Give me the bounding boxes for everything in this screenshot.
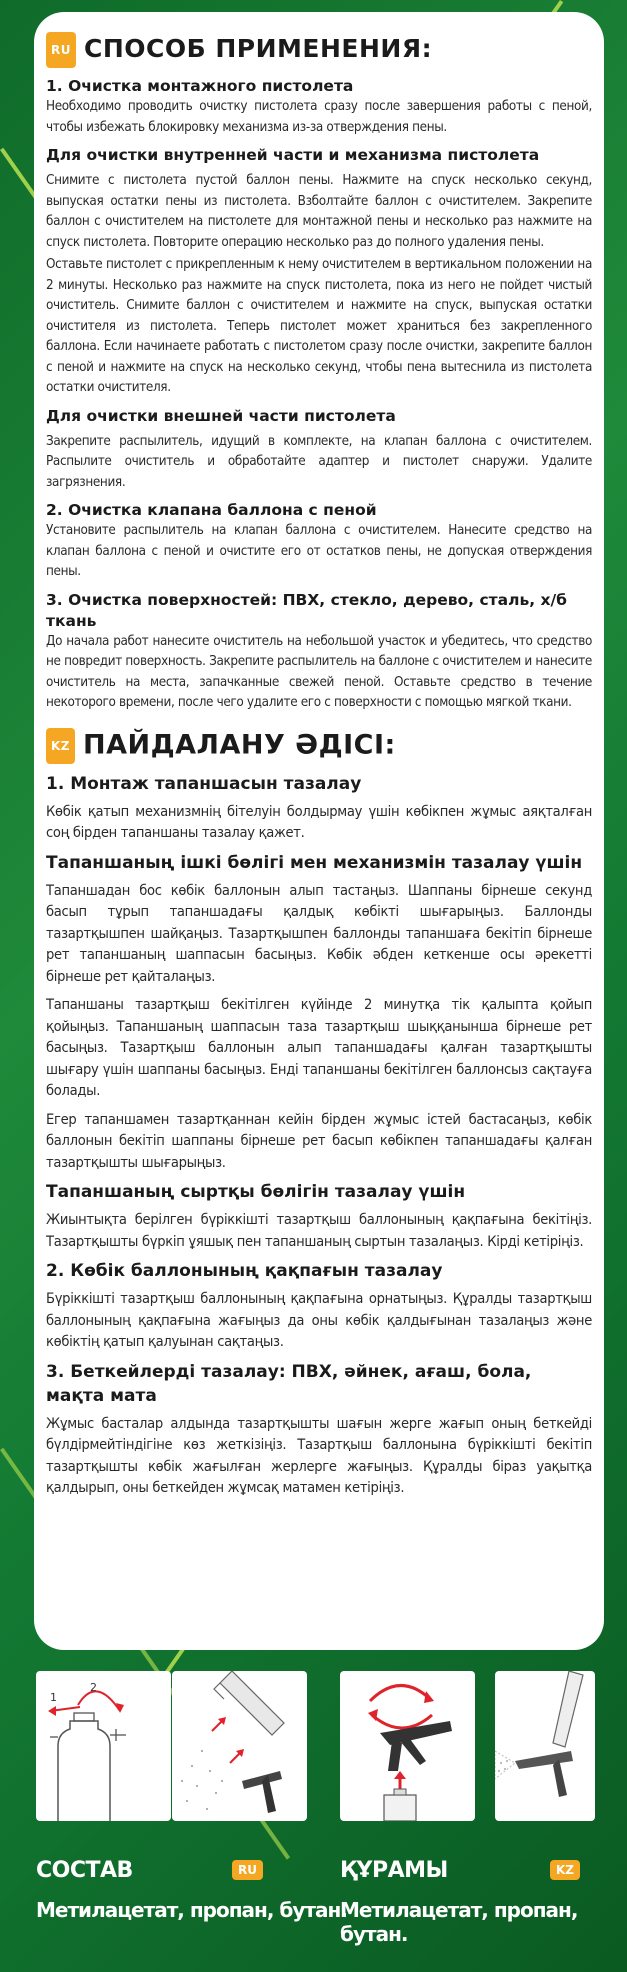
ru-s1-p1: Необходимо проводить очистку пистолета сразу после завершения работы с пеной, чтобы избежать блокировку механизма из-за отверждения пены. <box>46 99 592 135</box>
ru-s1-p2: Снимите с пистолета пустой баллон пены. Нажмите на спуск несколько секунд, выпуская остатки пены из пистолета. Взболтайте баллон с очистителем. Закрепите баллон с очистителем на пистолете для монтажной пены и несколько раз нажмите на спуск пистолета. Повторите операцию несколько раз до полного удаления пены. <box>46 173 592 250</box>
kz-s1-title: 1. Монтаж тапаншасын тазалау <box>46 773 362 794</box>
kz-s1-sub-outer: Тапаншаның сыртқы бөлігін тазалау үшін <box>46 1182 466 1202</box>
composition-kz-text: Метилацетат, пропан, бутан. <box>340 1898 578 1946</box>
ru-s1-sub-outer: Для очистки внешней части пистолета <box>46 406 396 425</box>
illustration-shake-attach <box>340 1671 475 1821</box>
ru-section <box>46 32 592 714</box>
step-2-label: 2 <box>90 1681 97 1694</box>
ru-s1-sub-inner: Для очистки внутренней части и механизма пистолета <box>46 146 540 164</box>
ru-s1-p3: Оставьте пистолет с прикрепленным к нему очистителем в вертикальном положении на 2 минуты. Несколько раз нажмите на спуск пистолета, пока из него не пойдет чистый очиститель. Снимите баллон с очистителем и нажмите на спуск, выпуская остатки очистителя из пистолета. Теперь пистолет может храниться без закрепленного баллона. Если начинаете работать с пистолетом сразу после очистки, закрепите баллон с пеной и нажмите на спуск на несколько секунд, чтобы пена вытеснила из пистолета остатки очистителя. <box>46 257 592 395</box>
ru-s3-title: 3. Очистка поверхностей: ПВХ, стекло, дерево, сталь, х/б ткань <box>46 590 568 630</box>
kz-s2-p1: Бүріккішті тазартқыш баллонының қақпағына орнатыңыз. Құралды тазартқыш баллонының қақпағына жағыңыз да оны көбік қалдығынан тазалаңыз және көбіктің қатып қалуынан сақтаңыз. <box>46 1290 592 1350</box>
kz-s1-p1: Көбік қатып механизмнің бітелуін болдырмау үшін көбікпен жұмыс аяқталған соң бірден тапаншаны тазалау қажет. <box>46 802 592 841</box>
illustration-gun-nozzle <box>172 1671 307 1821</box>
kz-s1-p4: Егер тапаншамен тазартқаннан кейін бірден жұмыс істей бастасаңыз, көбік баллонын бекітіп шаппаны бірнеше рет басып көбікпен тапаншадағы қалған тазартқышты шығарыңыз. <box>46 1110 592 1171</box>
step-1-label: 1 <box>50 1691 57 1704</box>
ru-title: RU СПОСОБ ПРИМЕНЕНИЯ: <box>46 32 592 68</box>
kz-s2-title: 2. Көбік баллонының қақпағын тазалау <box>46 1261 443 1281</box>
kz-s1-sub-inner: Тапаншаның ішкі бөлігі мен механизмін тазалау үшін <box>46 852 583 873</box>
ru-s1-p4: Закрепите распылитель, идущий в комплекте, на клапан баллона с очистителем. Распылите очиститель и обработайте адаптер и пистолет снаружи. Удалите загрязнения. <box>46 433 592 490</box>
ru-s3-p1: До начала работ нанесите очиститель на небольшой участок и убедитесь, что средство не повредит поверхность. Закрепите распылитель на баллоне с очистителем и нанесите очиститель на места, запачканные свежей пеной. Оставьте средство в течение некоторого времени, после чего удалите его с поверхности с помощью мягкой ткани. <box>46 633 592 710</box>
composition-kz-badge: KZ <box>550 1860 580 1880</box>
ru-s2-title: 2. Очистка клапана баллона с пеной <box>46 501 377 519</box>
ru-s2-p1: Установите распылитель на клапан баллона с очистителем. Нанесите средство на клапан баллона с пеной и очистите его от остатков пены, не допуская отверждения пены. <box>46 523 592 579</box>
illustration-remove-can <box>36 1671 171 1821</box>
kz-s1-p2: Тапаншадан бос көбік баллонын алып тастаңыз. Шаппаны бірнеше секунд басып тұрып тапаншадағы қалдық көбікті шығарыңыз. Баллонды тазартқышпен шайқаңыз. Тазартқышпен баллонды тапаншаға бекітіп бірнеше рет тапаншаның шаппасын басыңыз. Көбік әбден кеткенше осы әрекетті бірнеше рет қайталаңыз. <box>46 881 592 985</box>
ru-badge: RU <box>46 32 76 68</box>
composition-ru-title: СОСТАВ <box>36 1858 133 1883</box>
kz-s1-p5: Жиынтықта берілген бүріккішті тазартқыш баллонының қақпағына бекітіңіз. Тазартқышты бүркіп ұяшық пен тапаншаның сыртын тазалаңыз. Кірді кетіріңіз. <box>46 1211 592 1250</box>
kz-s1-p3: Тапаншаны тазартқыш бекітілген күйінде 2 минутқа тік қалыпта қойып қойыңыз. Тапаншаның шаппасын таза тазартқыш шыққанынша бірнеше рет басыңыз. Тазартқыш баллонын алып тапаншадағы қалған тазартқышты шығару үшін шаппаны басыңыз. Енді тапаншаны бекітілген баллонсыз сақтауға болады. <box>46 996 592 1099</box>
kz-badge: KZ <box>46 728 75 764</box>
ru-s1-title: 1. Очистка монтажного пистолета <box>46 77 354 95</box>
kz-s3-title: 3. Беткейлерді тазалау: ПВХ, әйнек, ағаш, бола, мақта мата <box>46 1361 532 1406</box>
kz-section <box>46 728 592 1499</box>
kz-title: KZ ПАЙДАЛАНУ ӘДІСІ: <box>46 728 592 764</box>
kz-s3-p1: Жұмыс басталар алдында тазартқышты шағын жерге жағып оның беткейді бүлдірмейтіндігіне көз жеткізіңіз. Тазартқыш баллонына бүріккішті бекітіп тазартқышты көбік жағылған жерлерге жағыңыз. Құралды біраз уақытқа қалдырып, оны беткейден жұмсақ матамен кетіріңіз. <box>46 1414 592 1496</box>
instructions-panel <box>34 12 604 1650</box>
composition-ru-badge: RU <box>232 1860 263 1880</box>
illustration-spray-gun <box>495 1671 595 1821</box>
composition-kz-title: ҚҰРАМЫ <box>340 1858 448 1883</box>
composition-ru-text: Метилацетат, пропан, бутан. <box>36 1898 347 1922</box>
